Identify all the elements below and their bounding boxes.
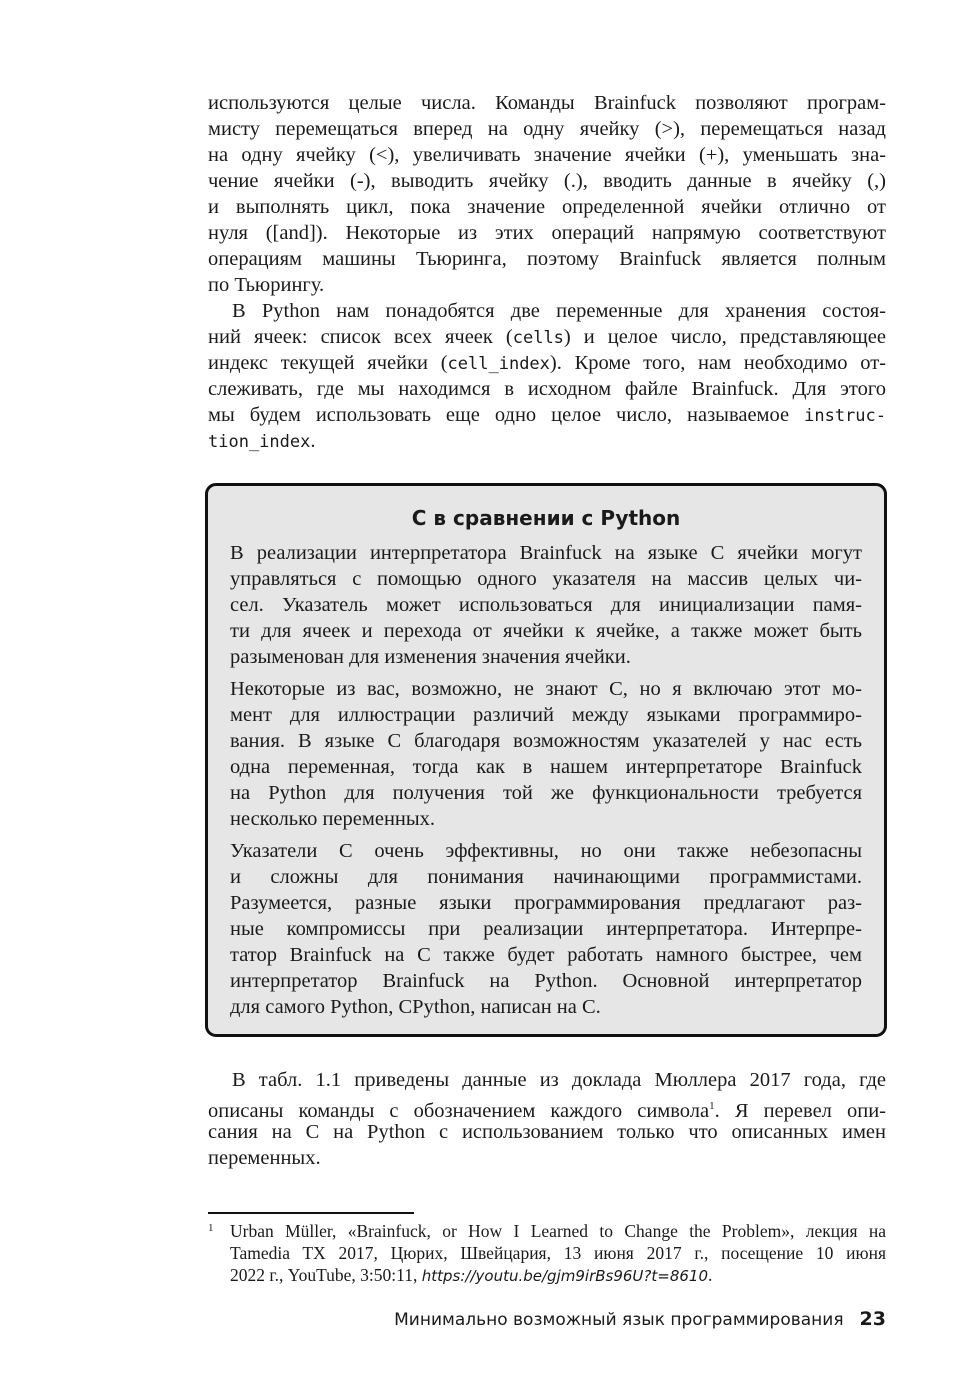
inline-code: instruc- [804,406,886,426]
text-segment: описаны команды с обозначением каждого символа [208,1099,710,1122]
inline-code: cell_index [447,354,550,374]
running-title: Минимально возможный язык программирования [394,1310,844,1330]
page-number: 23 [859,1308,886,1330]
footnote-line: Tamedia TX 2017, Цюрих, Швейцария, 13 июня 2017 г., посещение 10 июня [230,1243,886,1263]
text-line [208,142,886,168]
text-line [208,324,886,350]
text-line [208,428,886,454]
text-line: В табл. 1.1 приведены данные из доклада Мюллера 2017 года, где [232,1069,886,1091]
text-segment: . Я перевел опи- [714,1099,886,1122]
text-segment: . [708,1265,713,1285]
footnote-number: 1 [208,1222,214,1234]
footnote-line [208,1264,886,1286]
text-line [208,1093,886,1122]
text-line [208,298,886,324]
text-line: сания на С на Python с использованием только что описанных имен [208,1121,886,1143]
footnote-line: Urban Müller, «Brainfuck, or How I Learned to Change the Problem», лекция на [230,1221,886,1241]
inline-code: cells [512,328,564,348]
text-segment: операциям машины Тьюринга, поэтому Brainfuck является полным [208,248,886,270]
text-segment: используются целые числа. Команды Brainfuck позволяют програм- [208,92,886,114]
text-segment: индекс текущей ячейки ( [208,352,448,374]
body-text-bottom [208,1067,886,1171]
sidebar-line: Указатели С очень эффективны, но они также небезопасны [230,840,862,862]
text-segment: 2022 г., YouTube, 3:50:11, [230,1265,422,1285]
footnote-divider [208,1212,414,1214]
text-line [208,272,886,298]
sidebar-line: ные компромиссы при реализации интерпретатора. Интерпре- [230,918,862,940]
body-text-top [208,90,886,454]
sidebar-line: и сложны для понимания начинающими программистами. [230,866,862,888]
text-segment: ) и целое число, представляющее [563,326,886,348]
sidebar-line: вания. В языке С благодаря возможностям указателей у нас есть [230,730,862,752]
sidebar-line: разыменован для изменения значения ячейки. [230,646,631,668]
text-segment: ). Кроме того, нам необходимо от- [549,352,886,374]
text-segment: по Тьюрингу. [208,274,325,296]
text-segment: . [310,430,316,452]
text-line [208,116,886,142]
inline-code: tion_index [208,432,311,452]
sidebar-line: мент для иллюстрации различий между языками программиро- [230,704,862,726]
sidebar-line: сел. Указатель может использоваться для инициализации памя- [230,594,862,616]
text-segment: чение ячейки (-), выводить ячейку (.), вводить данные в ячейку (,) [208,170,886,192]
text-line [208,168,886,194]
footnote-link[interactable]: https://youtu.be/gjm9irBs96U?t=8610 [421,1267,708,1285]
text-line [208,194,886,220]
sidebar-line: управляться с помощью одного указателя на массив целых чи- [230,568,862,590]
sidebar-title: С в сравнении с Python [411,506,681,530]
text-segment: на одну ячейку (<), увеличивать значение ячейки (+), уменьшать зна- [208,144,886,166]
sidebar-line: В реализации интерпретатора Brainfuck на языке С ячейки могут [230,542,862,564]
sidebar-line: татор Brainfuck на С также будет работать намного быстрее, чем [230,944,862,966]
text-segment: мисту перемещаться вперед на одну ячейку (>), перемещаться назад [208,118,886,140]
sidebar-line: Некоторые из вас, возможно, не знают С, но я включаю этот мо- [230,678,862,700]
text-segment: мы будем использовать еще одно целое число, называемое [208,404,805,426]
footnote [208,1220,886,1286]
sidebar-line: интерпретатор Brainfuck на Python. Основной интерпретатор [230,970,862,992]
sidebar-line: одна переменная, тогда как в нашем интерпретаторе Brainfuck [230,756,862,778]
text-line [208,220,886,246]
text-segment: В Python нам понадобятся две переменные для хранения состоя- [232,300,886,322]
running-footer [394,1308,886,1330]
sidebar-line: Разумеется, разные языки программирования предлагают раз- [230,892,862,914]
footnote-ref[interactable]: 1 [709,1100,715,1112]
sidebar-line: ти для ячеек и перехода от ячейки к ячейке, а также может быть [230,620,862,642]
sidebar-body [230,540,862,1020]
sidebar-line: на Python для получения той же функциональности требуется [230,782,862,804]
text-segment: ний ячеек: список всех ячеек ( [208,326,513,348]
text-line [208,350,886,376]
text-segment: и выполнять цикл, пока значение определенной ячейки отлично от [208,196,886,218]
text-line [208,246,886,272]
sidebar-line: для самого Python, CPython, написан на С. [230,996,601,1018]
sidebar-box [205,483,887,1037]
text-line: переменных. [208,1147,321,1169]
text-segment: нуля ([and]). Некоторые из этих операций напрямую соответствуют [208,222,886,244]
text-line [208,90,886,116]
text-line [208,402,886,428]
text-line [208,376,886,402]
sidebar-line: несколько переменных. [230,808,436,830]
text-segment: слеживать, где мы находимся в исходном файле Brainfuck. Для этого [208,378,886,400]
